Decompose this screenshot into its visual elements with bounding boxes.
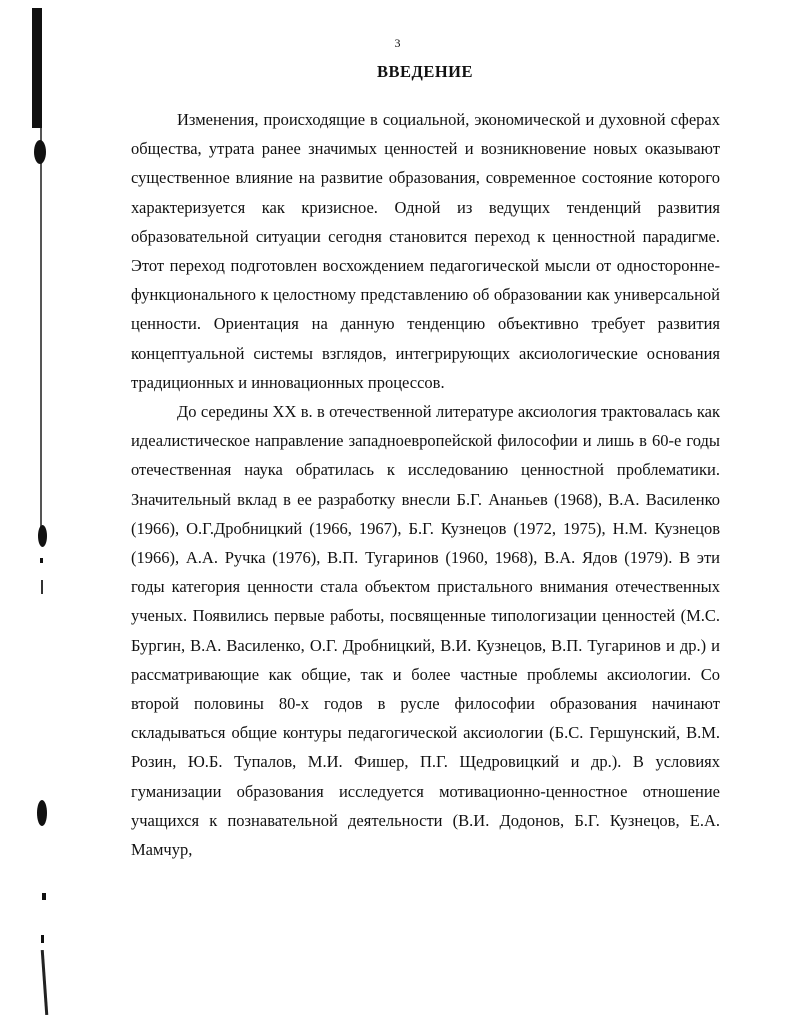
paragraph: Изменения, происходящие в социальной, экономической и духовной сферах общества, утрата ранее значимых ценностей и возникновение новых оказывают существенное влияние на развитие образования, современное состояние которого характеризуется как кризисное. Одной из ведущих тенденций развития образовательной ситуации сегодня становится переход к ценностной парадигме. Этот переход подготовлен восхождением педагогической мысли от односторонне-функционального к целостному представлению об образовании как универсальной ценности. Ориентация на данную тенденцию объективно требует развития концептуальной системы взглядов, интегрирующих аксиологические основания традиционных и инновационных процессов. [131,110,720,392]
scan-edge-artifact [37,800,47,826]
body-text [131,105,720,864]
paragraph: До середины XX в. в отечественной литературе аксиология трактовалась как идеалистическое направление западноевропейской философии и лишь в 60-е годы отечественная наука обратилась к исследованию ценностной проблематики. Значительный вклад в ее разработку внесли Б.Г. Ананьев (1968), В.А. Василенко (1966), О.Г.Дробницкий (1966, 1967), Б.Г. Кузнецов (1972, 1975), Н.М. Кузнецов (1966), А.А. Ручка (1976), В.П. Тугаринов (1960, 1968), В.А. Ядов (1979). В эти годы категория ценности стала объектом пристального внимания отечественных ученых. Появились первые работы, посвященные типологизации ценностей (М.С. Бургин, В.А. Василенко, О.Г. Дробницкий, В.И. Кузнецов, В.П. Тугаринов и др.) и рассматривающие как общие, так и более частные проблемы аксиологии. Со второй половины 80-х годов в русле философии образования начинают складываться общие контуры педагогической аксиологии (Б.С. Гершунский, В.М. Розин, Ю.Б. Тупалов, М.И. Фишер, П.Г. Щедровицкий и др.). В условиях гуманизации образования исследуется мотивационно-ценностное отношение учащихся к познавательной деятельности (В.И. Додонов, Б.Г. Кузнецов, Е.А. Мамчур, [131,402,720,860]
scan-edge-artifact [40,128,42,528]
scan-edge-artifact [34,140,46,164]
scan-edge-artifact [41,935,44,943]
scan-edge-artifact [38,525,47,547]
page-number: 3 [394,36,401,50]
scan-edge-artifact [40,558,43,563]
page-title: ВВЕДЕНИЕ [376,62,474,81]
scan-edge-artifact [41,950,49,1015]
scan-edge-artifact [41,580,43,594]
scan-edge-artifact [42,893,46,900]
